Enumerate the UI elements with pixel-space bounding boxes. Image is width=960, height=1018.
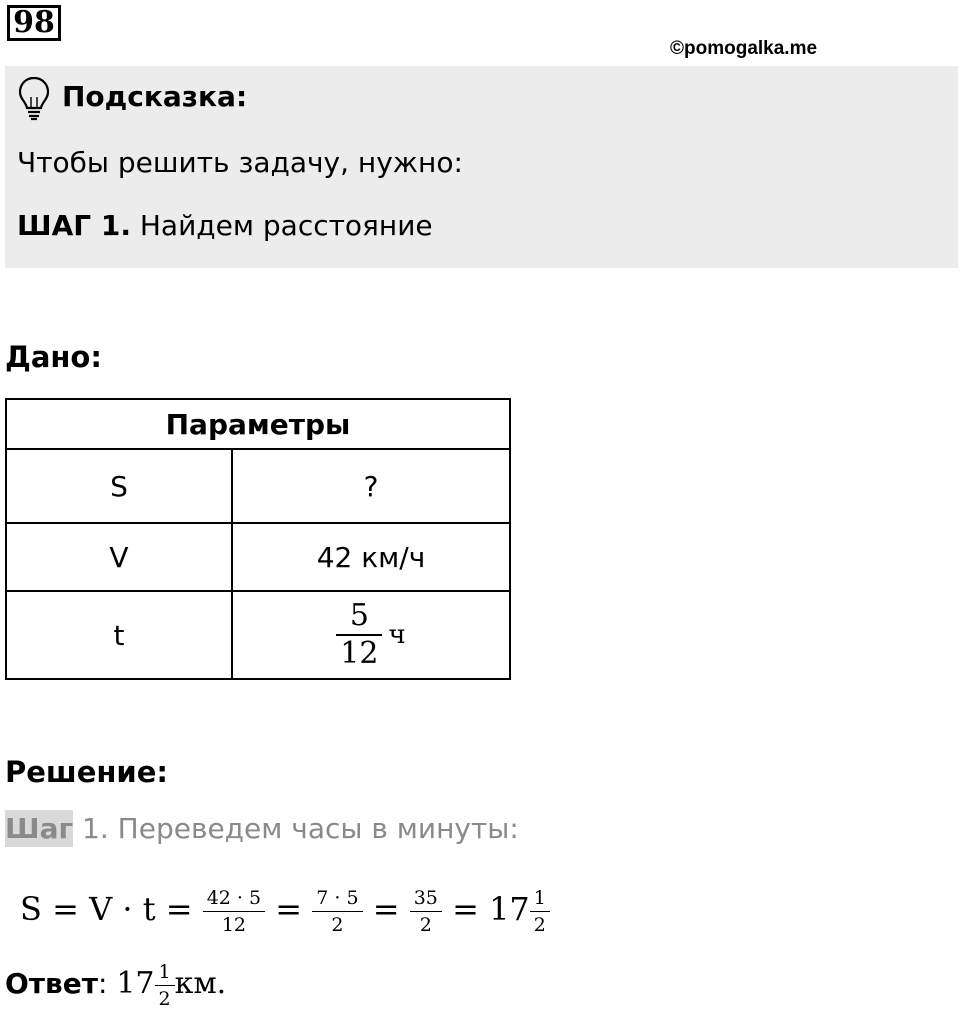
param-name: V [6, 523, 232, 591]
param-value [232, 591, 510, 679]
watermark: ©pomogalka.me [670, 38, 818, 59]
table-row [6, 523, 510, 591]
hint-box [5, 66, 958, 268]
fraction-numerator: 1 [533, 887, 546, 909]
fraction-numerator: 7 · 5 [316, 887, 359, 909]
table-row [6, 591, 510, 679]
lightbulb-icon [17, 75, 51, 121]
table-row [6, 449, 510, 523]
parameters-table [5, 398, 511, 680]
fraction-denominator: 2 [312, 911, 362, 938]
param-value: ? [232, 449, 510, 523]
equals-sign: = [372, 890, 400, 928]
time-fraction [336, 598, 382, 672]
formula-result-whole: = 17 [452, 890, 530, 928]
fraction-denominator: 2 [410, 911, 442, 938]
hint-step [17, 209, 433, 242]
fraction-numerator: 1 [158, 960, 171, 983]
answer-label: Ответ [5, 967, 98, 1000]
solution-title: Решение: [5, 755, 169, 789]
solution-formula [20, 876, 550, 942]
time-unit: ч [388, 620, 406, 650]
solution-step [5, 812, 519, 845]
param-name: t [6, 591, 232, 679]
fraction-denominator: 12 [203, 911, 265, 938]
formula-fraction [530, 885, 550, 938]
step-label: Шаг [5, 812, 74, 845]
step-text: Переведем часы в минуты: [117, 812, 519, 845]
formula-lhs: S = V · t = [20, 890, 193, 928]
equals-sign: = [275, 890, 303, 928]
fraction-denominator: 12 [336, 634, 382, 672]
step-number: 1. [82, 812, 109, 845]
answer-colon: : [97, 967, 108, 1000]
param-name: S [6, 449, 232, 523]
given-title: Дано: [5, 340, 102, 374]
fraction-numerator: 42 · 5 [206, 887, 262, 909]
table-header: Параметры [6, 399, 510, 449]
fraction-denominator: 2 [155, 985, 175, 1012]
problem-number: 98 [7, 5, 61, 41]
answer-whole: 17 [116, 966, 155, 1001]
hint-step-text: Найдем расстояние [139, 209, 433, 242]
hint-step-label: ШАГ 1. [17, 209, 131, 242]
param-value: 42 км/ч [232, 523, 510, 591]
fraction-numerator: 35 [413, 887, 438, 909]
hint-intro: Чтобы решить задачу, нужно: [17, 146, 463, 179]
fraction-numerator: 5 [349, 598, 369, 633]
fraction-denominator: 2 [530, 911, 550, 938]
answer-fraction [155, 959, 175, 1012]
formula-fraction [312, 885, 362, 938]
hint-title: Подсказка: [62, 80, 248, 113]
formula-fraction [203, 885, 265, 938]
formula-fraction [410, 885, 442, 938]
answer-unit: км. [174, 966, 227, 1001]
answer [5, 955, 226, 1013]
